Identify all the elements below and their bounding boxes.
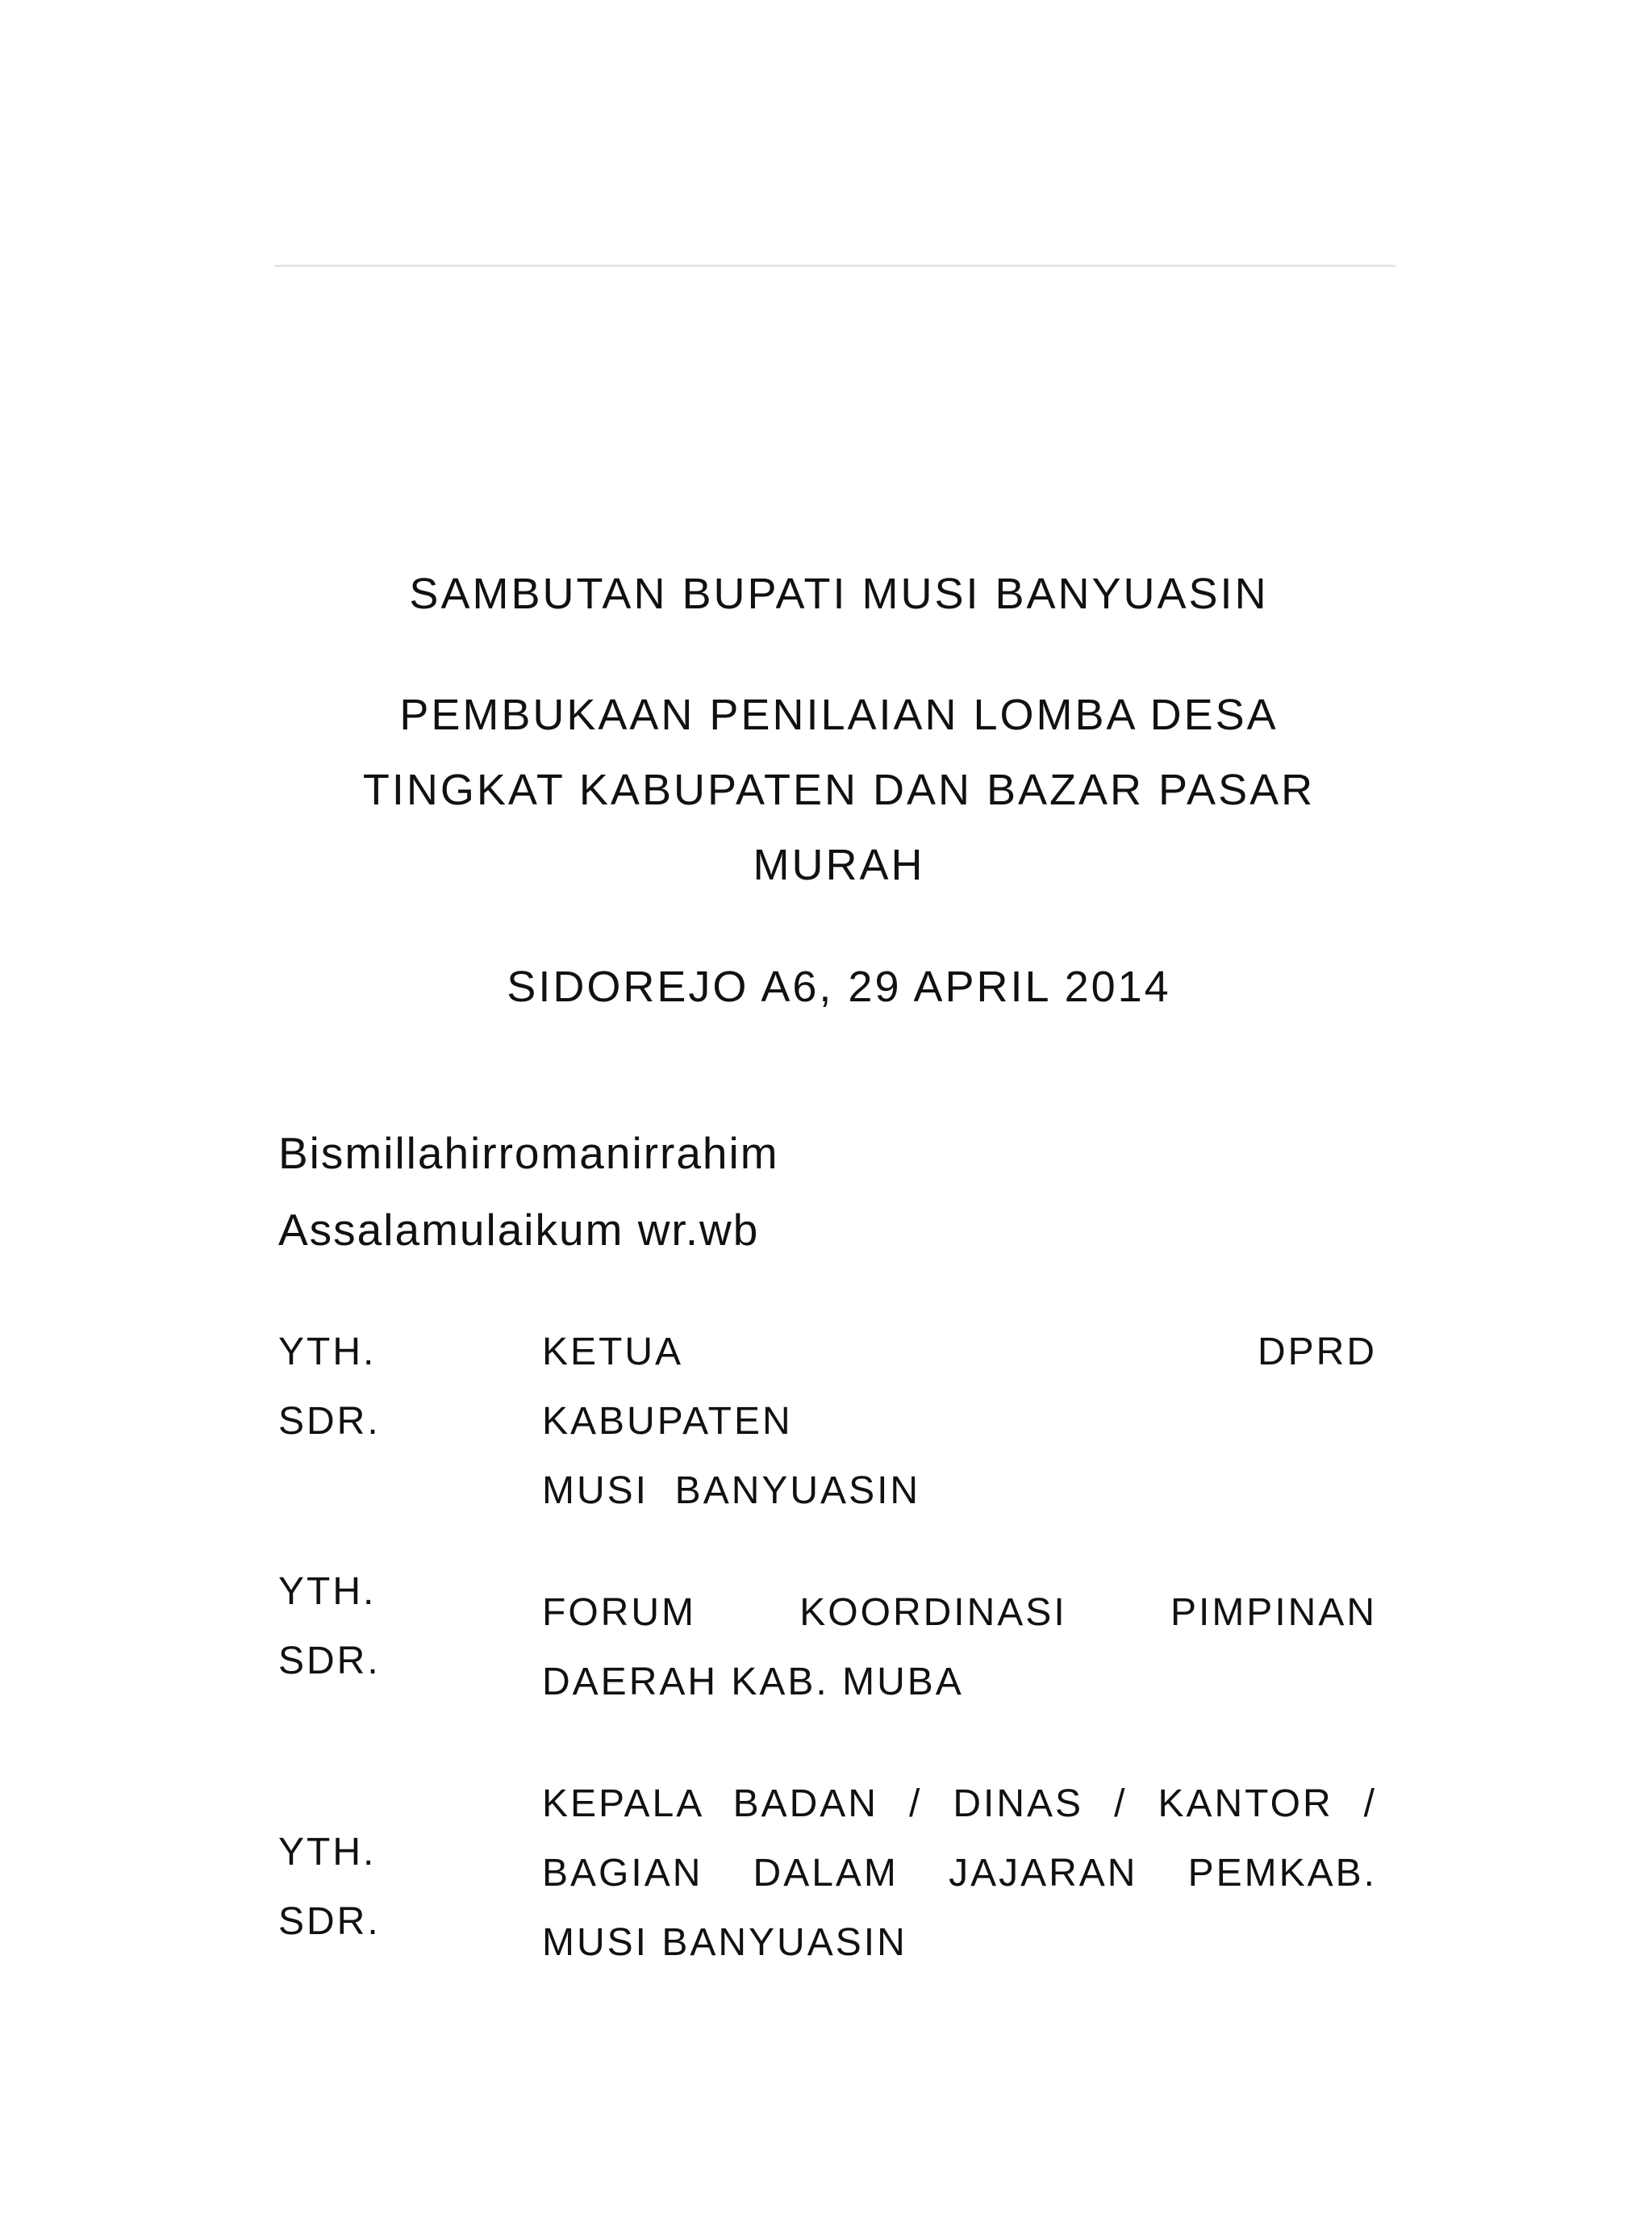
subtitle-line: TINGKAT KABUPATEN DAN BAZAR PASAR <box>362 766 1316 814</box>
addressee-word: DPRD <box>1257 1331 1377 1373</box>
addressee-label-line: SDR. <box>278 1640 381 1682</box>
subtitle-line: PEMBUKAAN PENILAIAN LOMBA DESA <box>399 691 1279 739</box>
document-subtitle <box>274 678 1404 903</box>
addressee-label <box>278 1318 381 1456</box>
addressee-word: KETUA <box>542 1331 684 1373</box>
addressee-label <box>278 1818 381 1957</box>
top-divider <box>274 265 1395 267</box>
place-date: SIDOREJO A6, 29 APRIL 2014 <box>507 963 1171 1011</box>
greeting-bismillah: Bismillahirromanirrahim <box>278 1128 779 1178</box>
addressee-line: MUSI BANYUASIN <box>542 1469 921 1512</box>
addressee-first-line <box>542 1318 1377 1387</box>
addressee-line: KABUPATEN <box>542 1400 793 1443</box>
addressee-label-line: YTH. <box>278 1331 377 1373</box>
addressee-label-line: SDR. <box>278 1900 381 1943</box>
addressee-label <box>278 1557 381 1696</box>
subtitle-line: MURAH <box>753 841 925 889</box>
document-title: SAMBUTAN BUPATI MUSI BANYUASIN <box>409 570 1269 618</box>
addressee-text <box>542 1318 1377 1526</box>
addressee-text: KEPALA BADAN / DINAS / KANTOR / BAGIAN DALAM JAJARAN PEMKAB. MUSI BANYUASIN <box>542 1782 1377 1964</box>
addressee-text: FORUM KOORDINASI PIMPINAN DAERAH KAB. MUBA <box>542 1591 1377 1703</box>
greeting-salam: Assalamulaikum wr.wb <box>278 1205 760 1255</box>
addressee-label-line: SDR. <box>278 1400 381 1443</box>
addressee-label-line: YTH. <box>278 1831 377 1874</box>
addressee-label-line: YTH. <box>278 1570 377 1613</box>
